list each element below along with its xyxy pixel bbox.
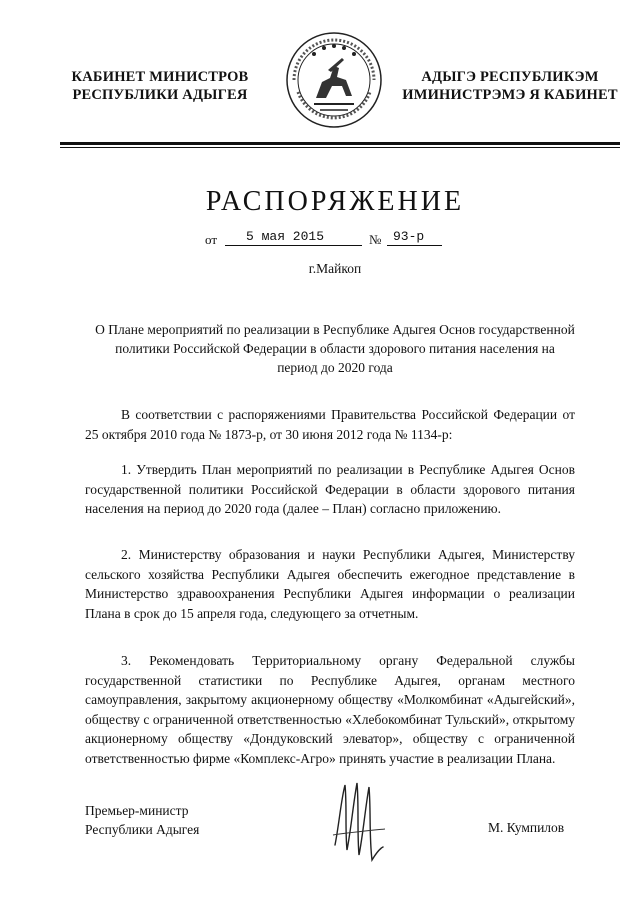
preamble-paragraph: В соответствии с распоряжениями Правительства Российской Федерации от 25 октября 2010 года № 1873-р, от 30 июня 2012 года № 1134-р: <box>85 407 575 442</box>
order-item-2: 2. Министерству образования и науки Республики Адыгея, Министерству сельского хозяйства Республики Адыгея обеспечить ежегодное представление в Министерство здравоохранения Республики Адыгея информации о реализации Плана в срок до 15 апреля года, следующего за отчетным. <box>85 547 575 621</box>
signatory-title-line-2: Республики Адыгея <box>85 822 200 837</box>
issuer-line-1: АДЫГЭ РЕСПУБЛИКЭМ <box>421 69 599 85</box>
number-underline <box>387 245 442 246</box>
date-prefix: от <box>205 232 218 247</box>
header-rule-thick <box>60 142 620 145</box>
number-prefix: № <box>369 232 382 247</box>
document-date: 5 мая 2015 <box>245 229 324 244</box>
document-city: г.Майкоп <box>308 261 362 276</box>
signatory-title <box>85 801 199 839</box>
header-rule-thin <box>60 147 620 148</box>
handwritten-signature-icon <box>325 775 390 870</box>
issuer-name-russian <box>60 68 260 104</box>
order-item-3: 3. Рекомендовать Территориальному органу Федеральной службы государственной статистики по Республике Адыгея, органам местного самоуправления, закрытому акционерному обществу «Молкомбинат «Адыгейский», обществу с ограниченной ответственностью «Хлебокомбинат Тульский», открытому акционерному обществу «Дондуковский элеватор», обществу с ограниченной ответственностью фирме «Комплекс-Агро» принять участие в реализации Плана. <box>85 653 575 766</box>
issuer-name-adyghe <box>395 68 625 104</box>
date-underline <box>225 245 362 246</box>
issuer-line-2: ИМИНИСТРЭМЭ Я КАБИНЕТ <box>402 87 618 103</box>
coat-of-arms-icon <box>284 30 384 130</box>
document-number: 93-р <box>393 229 425 244</box>
date-number-row <box>205 229 465 249</box>
signatory-name: М. Кумпилов <box>488 820 565 835</box>
order-item-1: 1. Утвердить План мероприятий по реализации в Республике Адыгея Основ государственной политики Российской Федерации в области здорового питания населения на период до 2020 года (далее – План) согласно приложению. <box>85 462 575 517</box>
signatory-title-line-1: Премьер-министр <box>85 803 189 818</box>
document-title: РАСПОРЯЖЕНИЕ <box>205 186 465 217</box>
document-subject: О Плане мероприятий по реализации в Республике Адыгея Основ государственной политики Российской Федерации в области здорового питания населения на период до 2020 года <box>95 322 575 375</box>
issuer-line-2: РЕСПУБЛИКИ АДЫГЕЯ <box>72 87 248 103</box>
issuer-line-1: КАБИНЕТ МИНИСТРОВ <box>71 69 249 85</box>
